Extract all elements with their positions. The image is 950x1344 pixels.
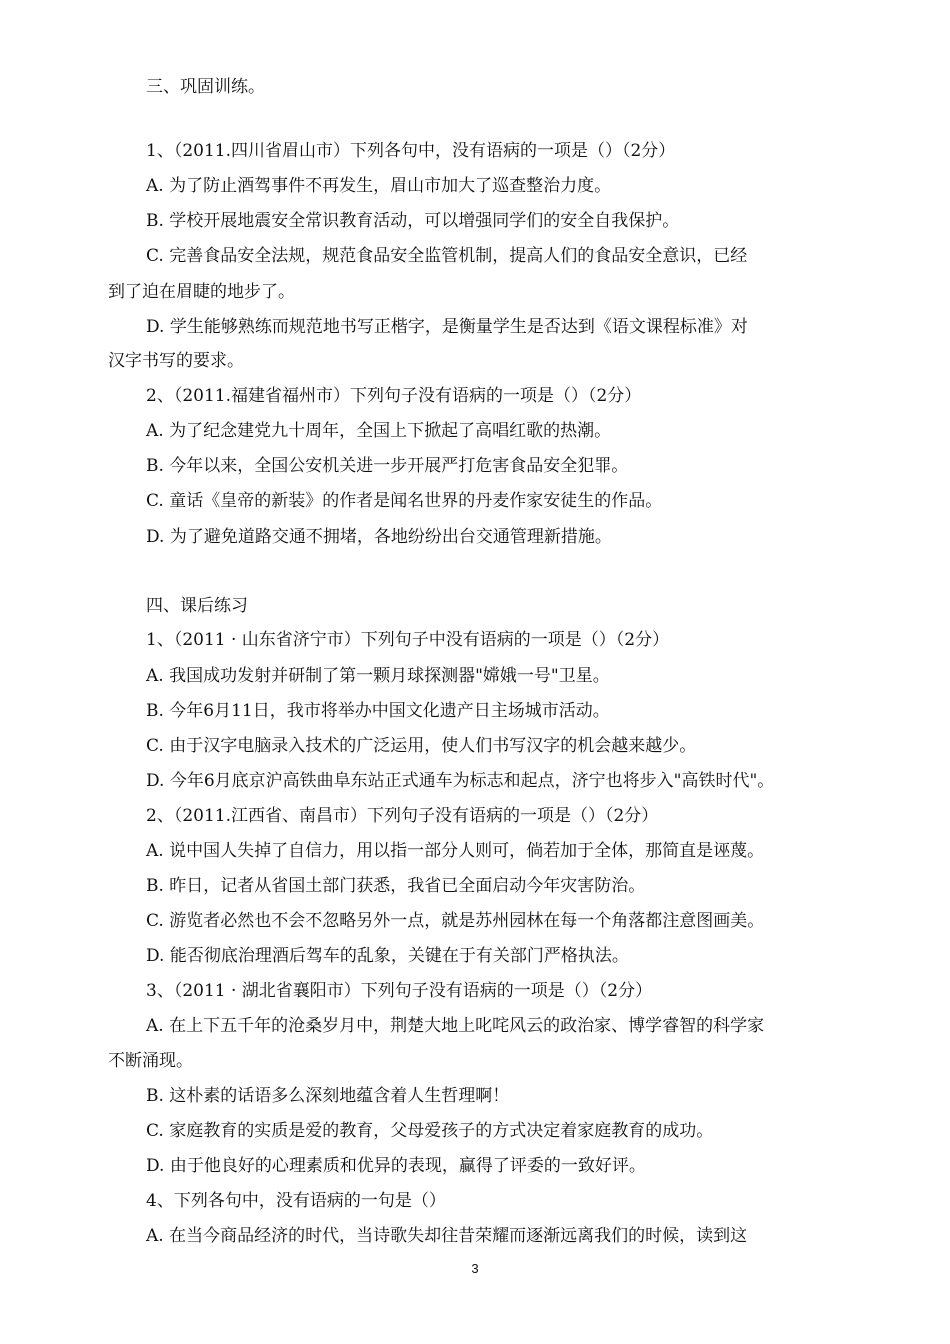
option-c: C. 完善食品安全法规，规范食品安全监管机制，提高人们的食品安全意识，已经: [146, 246, 748, 266]
option-d: D. 学生能够熟练而规范地书写正楷字，是衡量学生是否达到《语文课程标准》对: [146, 317, 748, 337]
option-d: D. 今年6月底京沪高铁曲阜东站正式通车为标志和起点，济宁也将步入"高铁时代"。: [146, 771, 775, 791]
option-a: A. 在当今商品经济的时代，当诗歌失却往昔荣耀而逐渐远离我们的时候，读到这: [146, 1226, 748, 1246]
option-b: B. 今年以来，全国公安机关进一步开展严打危害食品安全犯罪。: [146, 456, 629, 476]
option-b: B. 学校开展地震安全常识教育活动，可以增强同学们的安全自我保护。: [146, 211, 680, 231]
option-c: C. 童话《皇帝的新装》的作者是闻名世界的丹麦作家安徒生的作品。: [146, 491, 663, 511]
option-d: D. 为了避免道路交通不拥堵，各地纷纷出台交通管理新措施。: [146, 527, 612, 547]
option-b: B. 这朴素的话语多么深刻地蕴含着人生哲理啊！: [146, 1086, 510, 1106]
question-stem: 3、（2011 · 湖北省襄阳市）下列句子没有语病的一项是（）（2分）: [146, 981, 653, 1001]
option-b: B. 昨日，记者从省国土部门获悉，我省已全面启动今年灾害防治。: [146, 876, 646, 896]
option-d: D. 由于他良好的心理素质和优异的表现，赢得了评委的一致好评。: [146, 1156, 646, 1176]
option-a: A. 我国成功发射并研制了第一颗月球探测器"嫦娥一号"卫星。: [146, 666, 610, 686]
section-heading: 四、课后练习: [146, 596, 248, 616]
question-stem: 2、（2011.福建省福州市）下列句子没有语病的一项是（）（2分）: [146, 386, 642, 406]
option-b: B. 今年6月11日，我市将举办中国文化遗产日主场城市活动。: [146, 701, 610, 721]
question-stem: 1、（2011 · 山东省济宁市）下列句子中没有语病的一项是（）（2分）: [146, 630, 670, 650]
option-c: C. 游览者必然也不会不忽略另外一点，就是苏州园林在每一个角落都注意图画美。: [146, 911, 765, 931]
option-a: A. 说中国人失掉了自信力，用以指一部分人则可，倘若加于全体，那简直是诬蔑。: [146, 841, 765, 861]
option-c: C. 由于汉字电脑录入技术的广泛运用，使人们书写汉字的机会越来越少。: [146, 736, 697, 756]
page-number: 3: [471, 1261, 479, 1276]
option-d-continued: 汉字书写的要求。: [108, 351, 244, 371]
option-c-continued: 到了迫在眉睫的地步了。: [108, 282, 295, 302]
question-stem: 4、下列各句中，没有语病的一句是（）: [146, 1191, 446, 1211]
question-stem: 1、（2011.四川省眉山市）下列各句中，没有语病的一项是（）（2分）: [146, 141, 676, 161]
question-stem: 2、（2011.江西省、南昌市）下列句子没有语病的一项是（）（2分）: [146, 806, 659, 826]
option-a: A. 为了纪念建党九十周年，全国上下掀起了高唱红歌的热潮。: [146, 421, 612, 441]
option-a: A. 在上下五千年的沧桑岁月中，荆楚大地上叱咤风云的政治家、博学睿智的科学家: [146, 1016, 765, 1036]
option-a-continued: 不断涌现。: [108, 1051, 193, 1071]
option-a: A. 为了防止酒驾事件不再发生，眉山市加大了巡查整治力度。: [146, 176, 612, 196]
option-c: C. 家庭教育的实质是爱的教育，父母爱孩子的方式决定着家庭教育的成功。: [146, 1121, 714, 1141]
section-heading: 三、巩固训练。: [146, 77, 265, 97]
option-d: D. 能否彻底治理酒后驾车的乱象，关键在于有关部门严格执法。: [146, 946, 629, 966]
